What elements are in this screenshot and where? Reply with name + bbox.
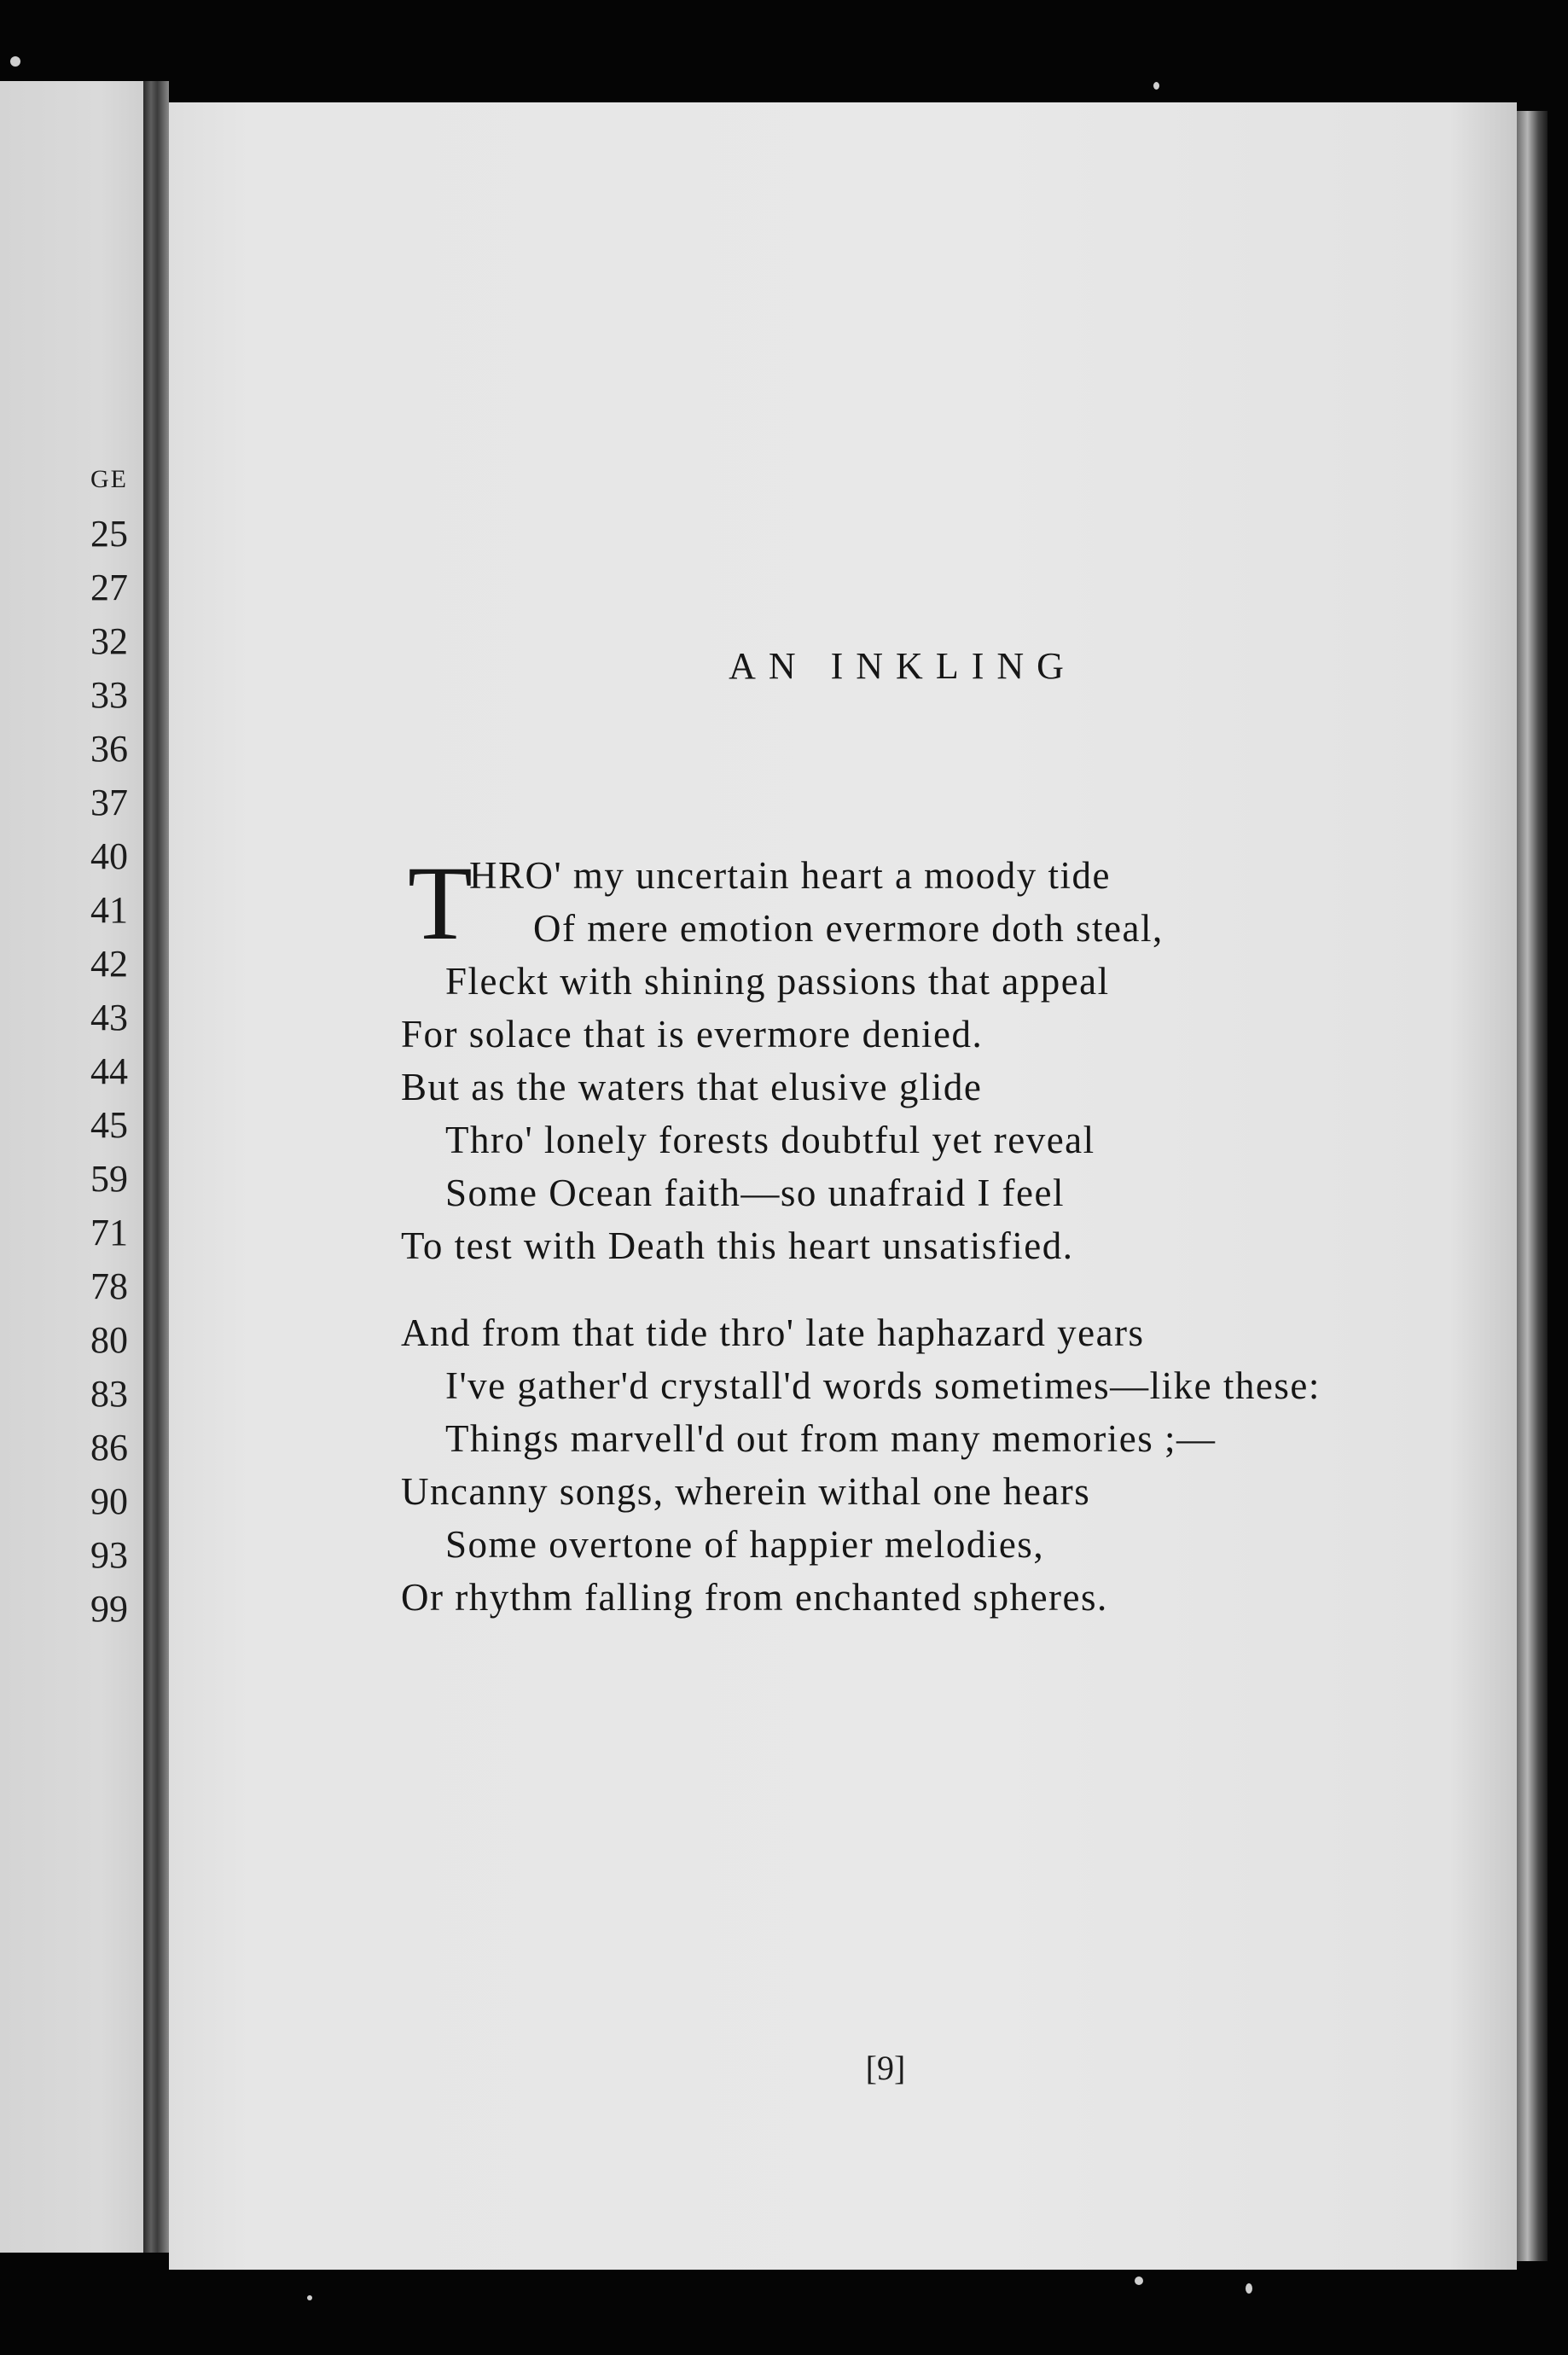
poem-line-text: HRO' my uncertain heart a moody tide	[469, 854, 1111, 897]
page-ref: 59	[90, 1158, 128, 1200]
poem-line: Fleckt with shining passions that appeal	[445, 960, 1110, 1003]
page-ref: 37	[90, 782, 128, 823]
page-ref: 80	[90, 1319, 128, 1361]
page-ref: 43	[90, 997, 128, 1038]
page-ref: 25	[90, 513, 128, 555]
page-ref: 33	[90, 674, 128, 716]
left-facing-page	[0, 81, 143, 2253]
poem-line: Things marvell'd out from many memories ;—	[445, 1417, 1217, 1460]
poem-page	[169, 102, 1517, 2270]
stanza-1	[401, 845, 1321, 1272]
poem-body	[401, 845, 1321, 1658]
poem-line: To test with Death this heart unsatisfied.	[401, 1224, 1074, 1267]
dust-speck	[10, 56, 20, 67]
dust-speck	[307, 2295, 312, 2300]
poem-line: And from that tide thro' late haphazard years	[401, 1311, 1145, 1354]
poem-line: Of mere emotion evermore doth steal,	[533, 907, 1164, 950]
page-ref: 83	[90, 1373, 128, 1415]
page-ref: 86	[90, 1427, 128, 1468]
page-ref: 44	[90, 1050, 128, 1092]
poem-line: Thro' lonely forests doubtful yet reveal	[445, 1119, 1095, 1161]
page-number: [9]	[865, 2049, 906, 2087]
dust-speck	[1153, 82, 1159, 90]
book-gutter	[143, 81, 169, 2253]
poem-line: Some overtone of happier melodies,	[445, 1523, 1045, 1566]
dust-speck	[1135, 2276, 1143, 2285]
page-ref: 42	[90, 943, 128, 985]
page-ref: 90	[90, 1480, 128, 1522]
poem-line: For solace that is evermore denied.	[401, 1013, 984, 1055]
page-edge	[1517, 111, 1548, 2261]
contents-page-column	[26, 461, 128, 1636]
stanza-2	[401, 1306, 1321, 1624]
page-ref: 32	[90, 620, 128, 662]
poem-title: AN INKLING	[729, 645, 1077, 687]
poem-line: Some Ocean faith—so unafraid I feel	[445, 1172, 1065, 1214]
page-ref: 99	[90, 1588, 128, 1630]
page-ref: 27	[90, 567, 128, 608]
poem-line: Uncanny songs, wherein withal one hears	[401, 1470, 1091, 1513]
drop-cap: T	[408, 845, 474, 962]
page-ref: 40	[90, 835, 128, 877]
page-ref: 36	[90, 728, 128, 770]
page-ref: 93	[90, 1534, 128, 1576]
poem-line: Or rhythm falling from enchanted spheres.	[401, 1576, 1108, 1619]
page-ref: 71	[90, 1212, 128, 1253]
poem-line: I've gather'd crystall'd words sometimes—like these:	[445, 1364, 1321, 1407]
page-ref: 45	[90, 1104, 128, 1146]
poem-line: But as the waters that elusive glide	[401, 1066, 983, 1108]
dust-speck	[1246, 2283, 1252, 2294]
page-ref: 41	[90, 889, 128, 931]
page-column-header: GE	[90, 465, 128, 493]
page-ref: 78	[90, 1265, 128, 1307]
